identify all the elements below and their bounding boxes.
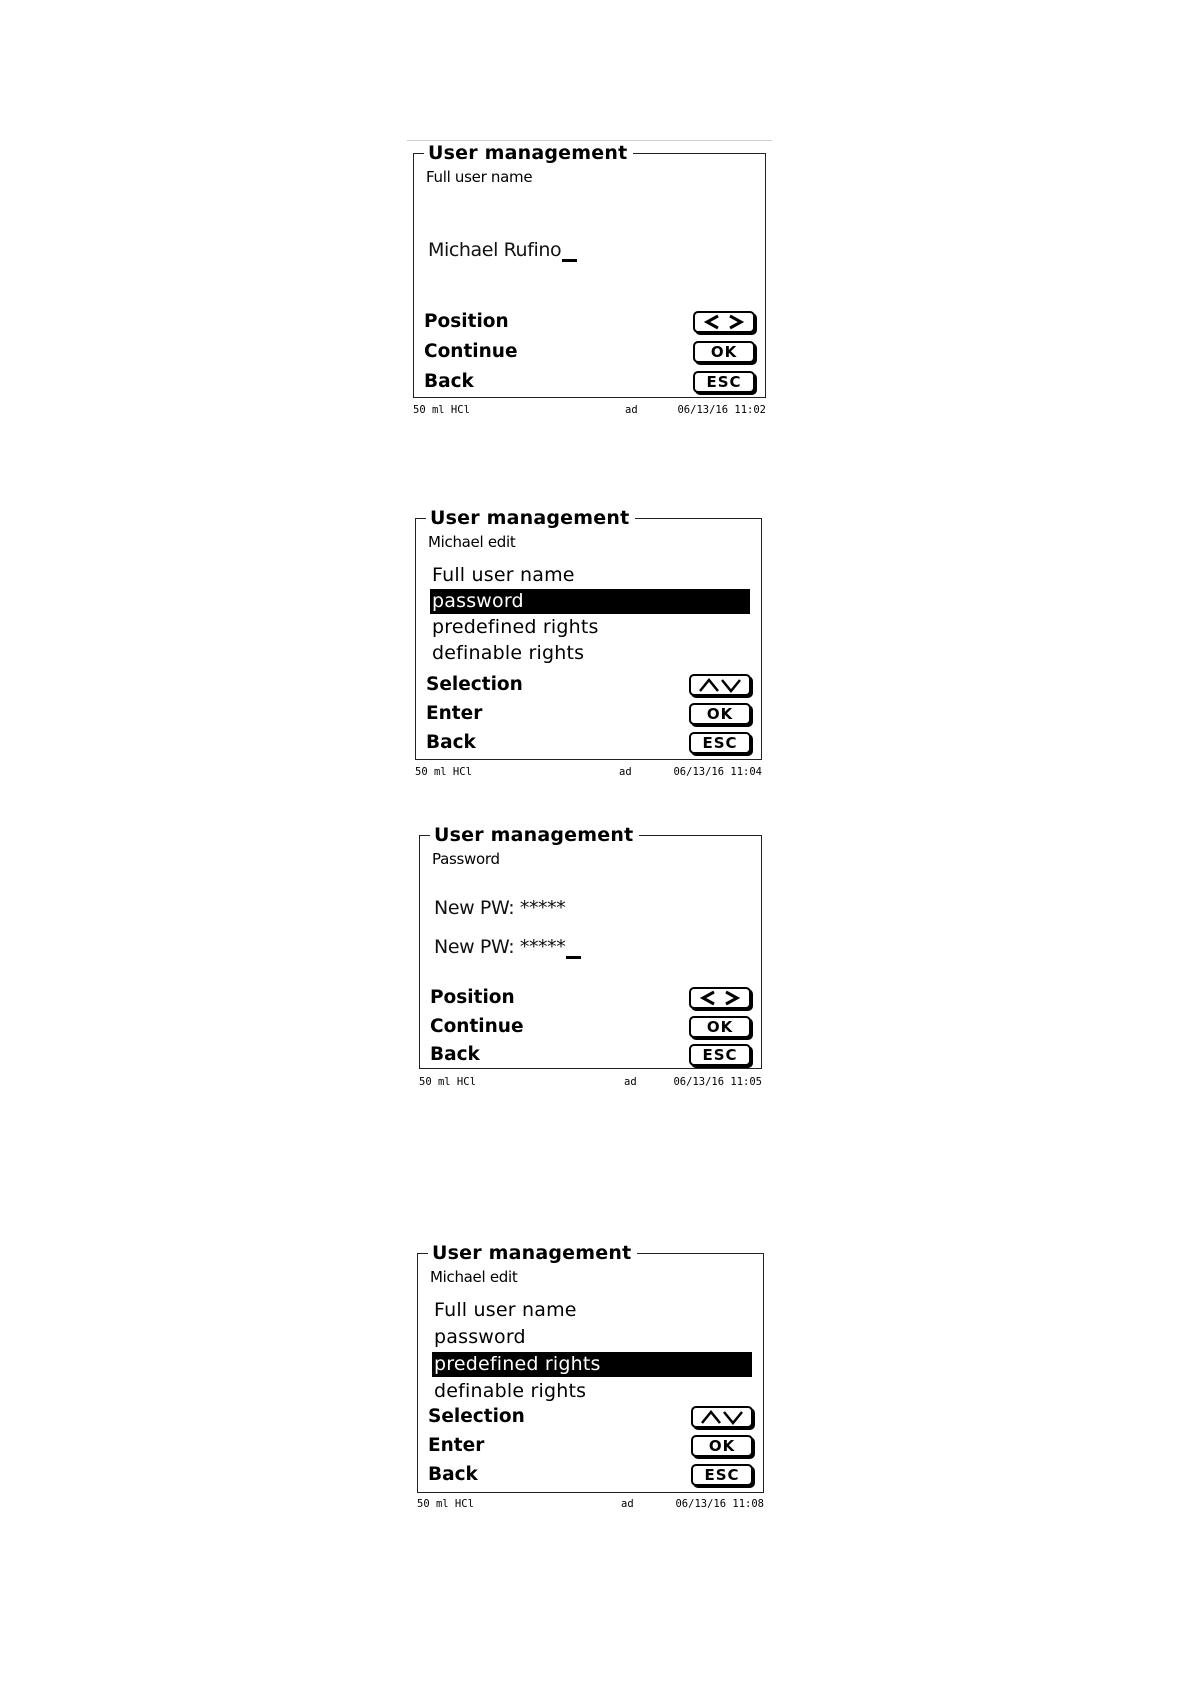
left-right-arrows-icon [701,314,747,330]
back-label: Back [428,1464,478,1485]
dialog-title: User management [424,141,633,165]
menu-item-definable-rights[interactable]: definable rights [432,642,585,664]
status-method: 50 ml HCl [419,1076,476,1088]
menu-item-definable-rights[interactable]: definable rights [434,1380,587,1402]
user-name-value: Michael Rufino [428,239,562,261]
status-datetime: 06/13/16 11:04 [673,766,762,778]
continue-label: Continue [430,1016,524,1037]
menu-item-predefined-rights[interactable]: predefined rights [432,616,599,638]
menu-item-full-user-name[interactable]: Full user name [432,564,575,586]
text-cursor [562,259,577,262]
screen-michael-edit-2 [417,1242,764,1515]
screen-password [419,824,762,1095]
dialog-title: User management [426,506,635,530]
status-user: ad [621,1498,634,1510]
dialog-frame [419,824,762,1069]
position-key-button[interactable] [689,987,751,1009]
status-datetime: 06/13/16 11:02 [677,404,766,416]
screen-michael-edit-1 [415,507,762,783]
dialog-title: User management [428,1241,637,1265]
back-label: Back [426,732,476,753]
up-down-arrows-icon [697,1409,747,1425]
ok-key-button[interactable]: OK [693,341,755,363]
selection-key-button[interactable] [689,674,751,696]
dialog-frame [417,1242,764,1493]
up-down-arrows-icon [695,677,745,693]
dialog-subtitle: Full user name [426,168,533,186]
dialog-title: User management [430,823,639,847]
dialog-subtitle: Password [432,850,500,868]
menu-item-predefined-rights[interactable]: predefined rights [432,1352,752,1377]
dialog-subtitle: Michael edit [428,533,516,551]
new-password-value: New PW: ***** [434,936,566,958]
new-password-field-1[interactable]: New PW: ***** [434,897,566,919]
menu-item-password[interactable]: password [430,589,750,614]
menu-item-password[interactable]: password [434,1326,526,1348]
status-datetime: 06/13/16 11:08 [675,1498,764,1510]
selection-label: Selection [426,674,523,695]
status-datetime: 06/13/16 11:05 [673,1076,762,1088]
position-label: Position [430,987,515,1008]
back-label: Back [430,1044,480,1065]
status-user: ad [619,766,632,778]
ok-key-button[interactable]: OK [691,1435,753,1457]
status-method: 50 ml HCl [415,766,472,778]
esc-key-button[interactable]: ESC [689,1044,751,1066]
status-method: 50 ml HCl [417,1498,474,1510]
position-label: Position [424,311,509,332]
dialog-subtitle: Michael edit [430,1268,518,1286]
continue-label: Continue [424,341,518,362]
menu-item-full-user-name[interactable]: Full user name [434,1299,577,1321]
ok-key-button[interactable]: OK [689,1016,751,1038]
screen-full-user-name [413,142,766,423]
enter-label: Enter [428,1435,485,1456]
selection-key-button[interactable] [691,1406,753,1428]
left-right-arrows-icon [697,990,743,1006]
user-name-input[interactable] [428,239,577,262]
esc-key-button[interactable]: ESC [689,732,751,754]
esc-key-button[interactable]: ESC [693,371,755,393]
position-key-button[interactable] [693,311,755,333]
status-method: 50 ml HCl [413,404,470,416]
new-password-field-2[interactable] [434,936,581,959]
selection-label: Selection [428,1406,525,1427]
status-user: ad [625,404,638,416]
enter-label: Enter [426,703,483,724]
dialog-frame [413,142,766,398]
text-cursor [566,956,581,959]
ok-key-button[interactable]: OK [689,703,751,725]
back-label: Back [424,371,474,392]
status-user: ad [624,1076,637,1088]
dialog-frame [415,507,762,760]
esc-key-button[interactable]: ESC [691,1464,753,1486]
